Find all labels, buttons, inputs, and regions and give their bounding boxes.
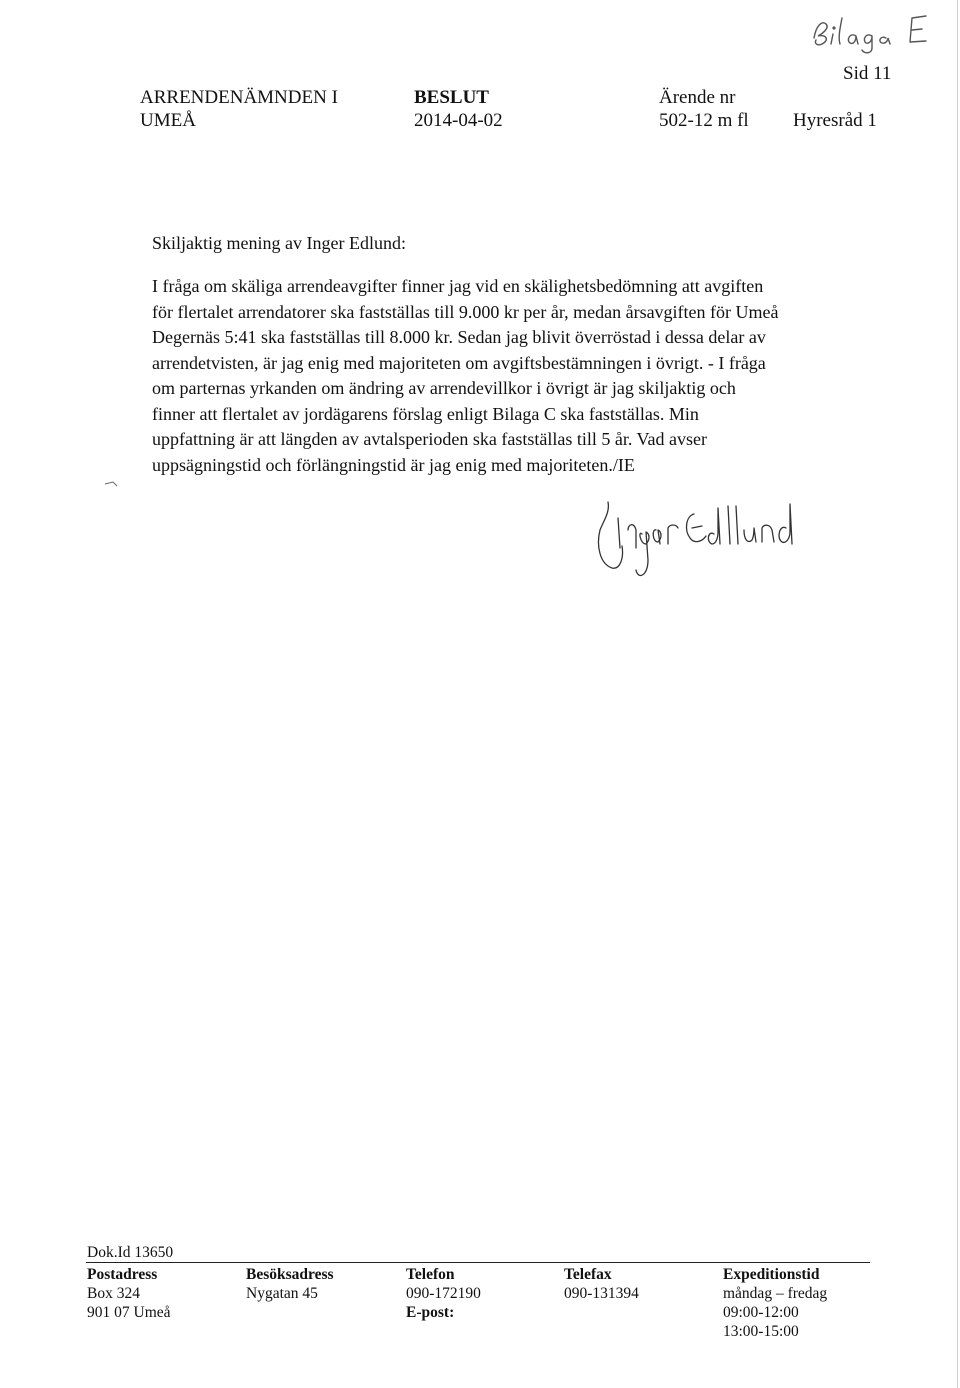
case-number-label: Ärende nr	[659, 87, 736, 108]
visit-address-label: Besöksadress	[246, 1266, 334, 1283]
document-id: Dok.Id 13650	[87, 1244, 174, 1261]
scan-edge	[957, 0, 958, 1388]
paragraph-line: uppfattning är att längden av avtalsperioden ska fastställas till 5 år. Vad avser	[152, 429, 708, 449]
phone-label: Telefon	[406, 1266, 455, 1283]
authority-name-line2: UMEÅ	[140, 110, 196, 131]
footer-divider	[86, 1262, 870, 1263]
paragraph-line: uppsägningstid och förlängningstid är jag enig med majoriteten./IE	[152, 454, 635, 475]
phone-number: 090-172190	[406, 1285, 481, 1302]
scan-mark	[104, 480, 118, 488]
fax-label: Telefax	[564, 1266, 612, 1283]
footer-fax	[564, 1265, 639, 1303]
email-label: E-post:	[406, 1304, 455, 1321]
fax-number: 090-131394	[564, 1285, 639, 1302]
paragraph-line: Degernäs 5:41 ska fastställas till 8.000 kr. Sedan jag blivit överröstad i dessa delar av	[152, 327, 766, 347]
postal-address-line: Box 324	[87, 1285, 140, 1302]
office-hours-days: måndag – fredag	[723, 1285, 828, 1302]
authority-name-line1: ARRENDENÄMNDEN I	[140, 87, 338, 108]
signature	[590, 490, 810, 590]
office-hours-morning: 09:00-12:00	[723, 1304, 799, 1321]
case-number: 502-12 m fl	[659, 110, 749, 131]
postal-address-label: Postadress	[87, 1266, 158, 1283]
handwritten-annotation	[800, 8, 940, 54]
footer-visit-address	[246, 1265, 334, 1303]
footer-phone	[406, 1265, 481, 1322]
dissent-heading: Skiljaktig mening av Inger Edlund:	[152, 233, 406, 253]
paragraph-line: arrendetvisten, är jag enig med majoriteten om avgiftsbestämningen i övrigt. - I fråga	[152, 352, 766, 373]
paragraph-line: om parternas yrkanden om ändring av arrendevillkor i övrigt är jag skiljaktig och	[152, 378, 736, 398]
postal-address-line: 901 07 Umeå	[87, 1304, 171, 1321]
visit-address-line: Nygatan 45	[246, 1285, 318, 1302]
paragraph-line: I fråga om skäliga arrendeavgifter finner jag vid en skälighetsbedömning att avgiften	[152, 276, 764, 296]
document-type: BESLUT	[414, 87, 489, 108]
office-hours-label: Expeditionstid	[723, 1266, 820, 1283]
footer-postal-address	[87, 1265, 171, 1322]
paragraph-line: finner att flertalet av jordägarens förslag enligt Bilaga C ska fastställas. Min	[152, 403, 699, 424]
office-hours-afternoon: 13:00-15:00	[723, 1323, 799, 1340]
decision-date: 2014-04-02	[414, 110, 503, 131]
dissent-paragraph	[152, 274, 852, 478]
page-number: Sid 11	[843, 63, 892, 84]
council-name: Hyresråd 1	[793, 110, 877, 131]
footer-office-hours	[723, 1265, 827, 1341]
paragraph-line: för flertalet arrendatorer ska fastställas till 9.000 kr per år, medan årsavgiften för Umeå	[152, 301, 779, 322]
